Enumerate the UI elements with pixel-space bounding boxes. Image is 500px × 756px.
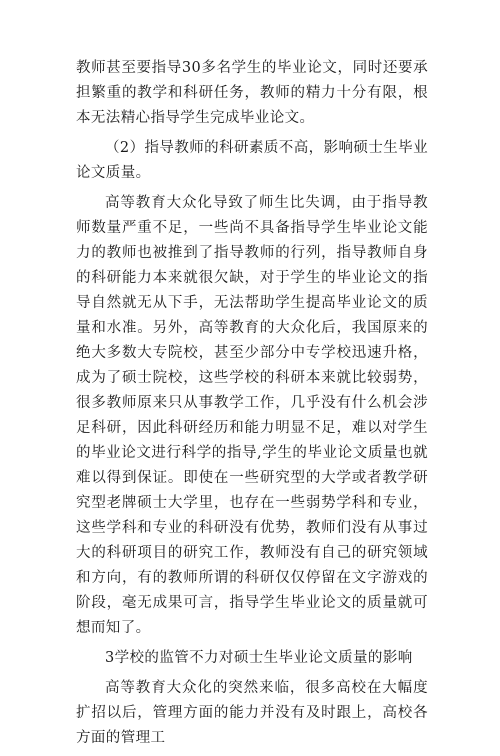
section-heading-advisor-quality: （2）指导教师的科研素质不高，影响硕士生毕业论文质量。: [76, 140, 428, 181]
section-heading-school-supervision: 3学校的监管不力对硕士生毕业论文质量的影响: [105, 650, 413, 666]
paragraph-continuation: 教师甚至要指导30多名学生的毕业论文，同时还要承担繁重的教学和科研任务，教师的精力十分有限，根本无法精心指导学生完成毕业论文。: [76, 60, 428, 126]
paragraph-massification-impact: 高等教育大众化导致了师生比失调，由于指导教师数量严重不足，一些尚不具备指导学生毕业论文能力的教师也被推到了指导教师的行列，指导教师自身的科研能力本来就很欠缺，对于学生的毕业论文的指导自然就无从下手，无法帮助学生提高毕业论文的质量和水准。另外，高等教育的大众化后，我国原来的绝大多数大专院校，甚至少部分中专学校迅速升格，成为了硕士院校，这些学校的科研本来就比较弱势，很多教师原来只从事教学工作，几乎没有什么机会涉足科研，因此科研经历和能力明显不足，难以对学生的毕业论文进行科学的指导,学生的毕业论文质量也就难以得到保证。即使在一些研究型的大学或者教学研究型老牌硕士大学里，也存在一些弱势学科和专业，这些学科和专业的科研没有优势，教师们没有从事过大的科研项目的研究工作，教师没有自己的研究领域和方向，有的教师所谓的科研仅仅停留在文字游戏的阶段，毫无成果可言，指导学生毕业论文的质量就可想而知了。: [76, 195, 428, 636]
paragraph-management-lag: 高等教育大众化的突然来临，很多高校在大幅度扩招以后，管理方面的能力并没有及时跟上，高校各方面的管理工: [76, 680, 428, 746]
document-body: [76, 56, 428, 756]
